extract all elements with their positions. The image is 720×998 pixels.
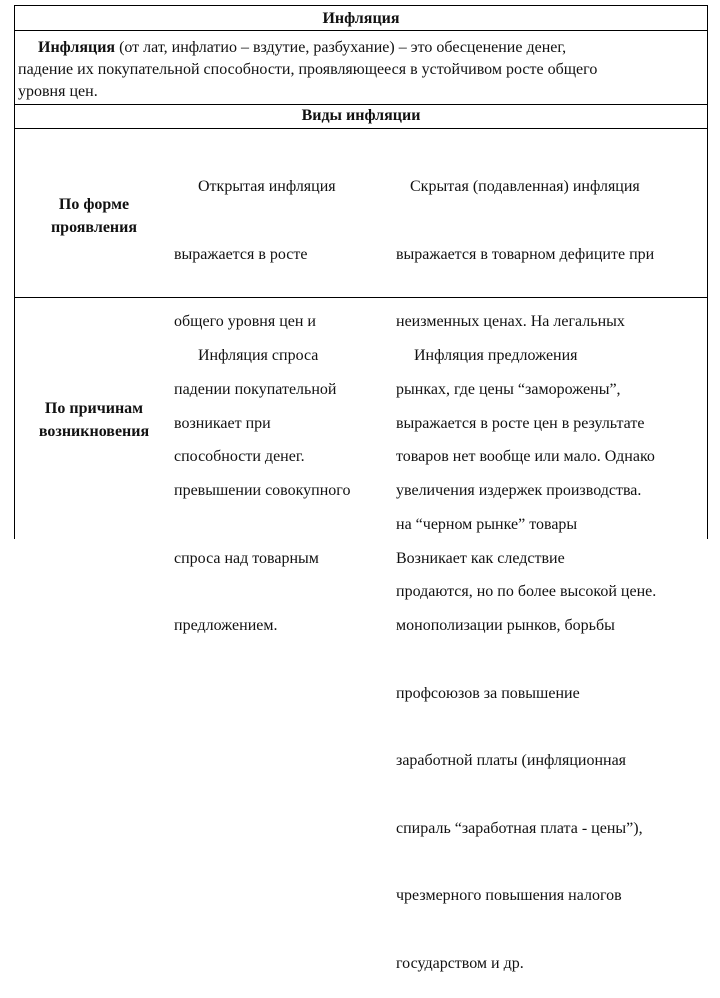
cell-line: предложением. — [174, 617, 278, 634]
cell-line: рынках, где цены “заморожены”, — [396, 380, 621, 398]
page-title: Инфляция — [322, 10, 400, 27]
demand-inflation-cell — [174, 300, 396, 660]
cell-line: монополизации рынков, борьбы — [396, 617, 615, 634]
definition-line: уровня цен. — [18, 83, 98, 100]
row-divider — [14, 128, 708, 129]
cell-heading: Открытая инфляция — [198, 178, 336, 195]
cell-line: выражается в товарном дефиците при — [396, 245, 655, 263]
cell-line: превышении совокупного — [174, 482, 351, 499]
cell-line: спроса над товарным — [174, 549, 319, 567]
cell-line: профсоюзов за повышение — [396, 684, 580, 702]
cell-heading: Инфляция предложения — [414, 347, 578, 364]
cell-line: неизменных ценах. На легальных — [396, 313, 625, 330]
cell-line: государством и др. — [396, 954, 524, 972]
cell-line: выражается в росте — [174, 245, 308, 263]
row-label-line: По форме — [58, 196, 130, 213]
cell-line: спираль “заработная плата - цены”), — [396, 819, 643, 837]
definition-term: Инфляция — [38, 39, 116, 56]
row-label-line: возникновения — [38, 422, 150, 440]
definition-paragraph — [18, 37, 702, 103]
cell-heading: Инфляция спроса — [198, 347, 319, 364]
row-label-causes — [14, 398, 174, 443]
cell-line: способности денег. — [174, 448, 305, 465]
row-label-line: По причинам — [44, 400, 144, 417]
cell-line: увеличения издержек производства. — [396, 482, 642, 499]
definition-line: падение их покупательной способности, проявляющееся в устойчивом росте общего — [18, 61, 598, 78]
cell-line: падении покупательной — [174, 380, 337, 398]
cell-line: товаров нет вообще или мало. Однако — [396, 448, 655, 465]
cell-line: продаются, но по более высокой цене. — [396, 583, 657, 600]
cell-line: возникает при — [174, 414, 271, 432]
cell-line: Возникает как следствие — [396, 549, 565, 567]
supply-inflation-cell — [396, 300, 706, 998]
row-label-line: проявления — [50, 218, 138, 236]
cell-line: чрезмерного повышения налогов — [396, 887, 622, 904]
row-label-form — [14, 194, 174, 239]
cell-heading: Скрытая (подавленная) инфляция — [410, 178, 640, 195]
cell-line: заработной платы (инфляционная — [396, 752, 627, 769]
types-heading: Виды инфляции — [301, 107, 421, 124]
cell-line: на “черном рынке” товары — [396, 515, 578, 533]
definition-line: (от лат, инфлатио – вздутие, разбухание) – это обесценение денег, — [115, 39, 567, 56]
cell-line: общего уровня цен и — [174, 313, 316, 330]
cell-line: выражается в росте цен в результате — [396, 414, 645, 432]
